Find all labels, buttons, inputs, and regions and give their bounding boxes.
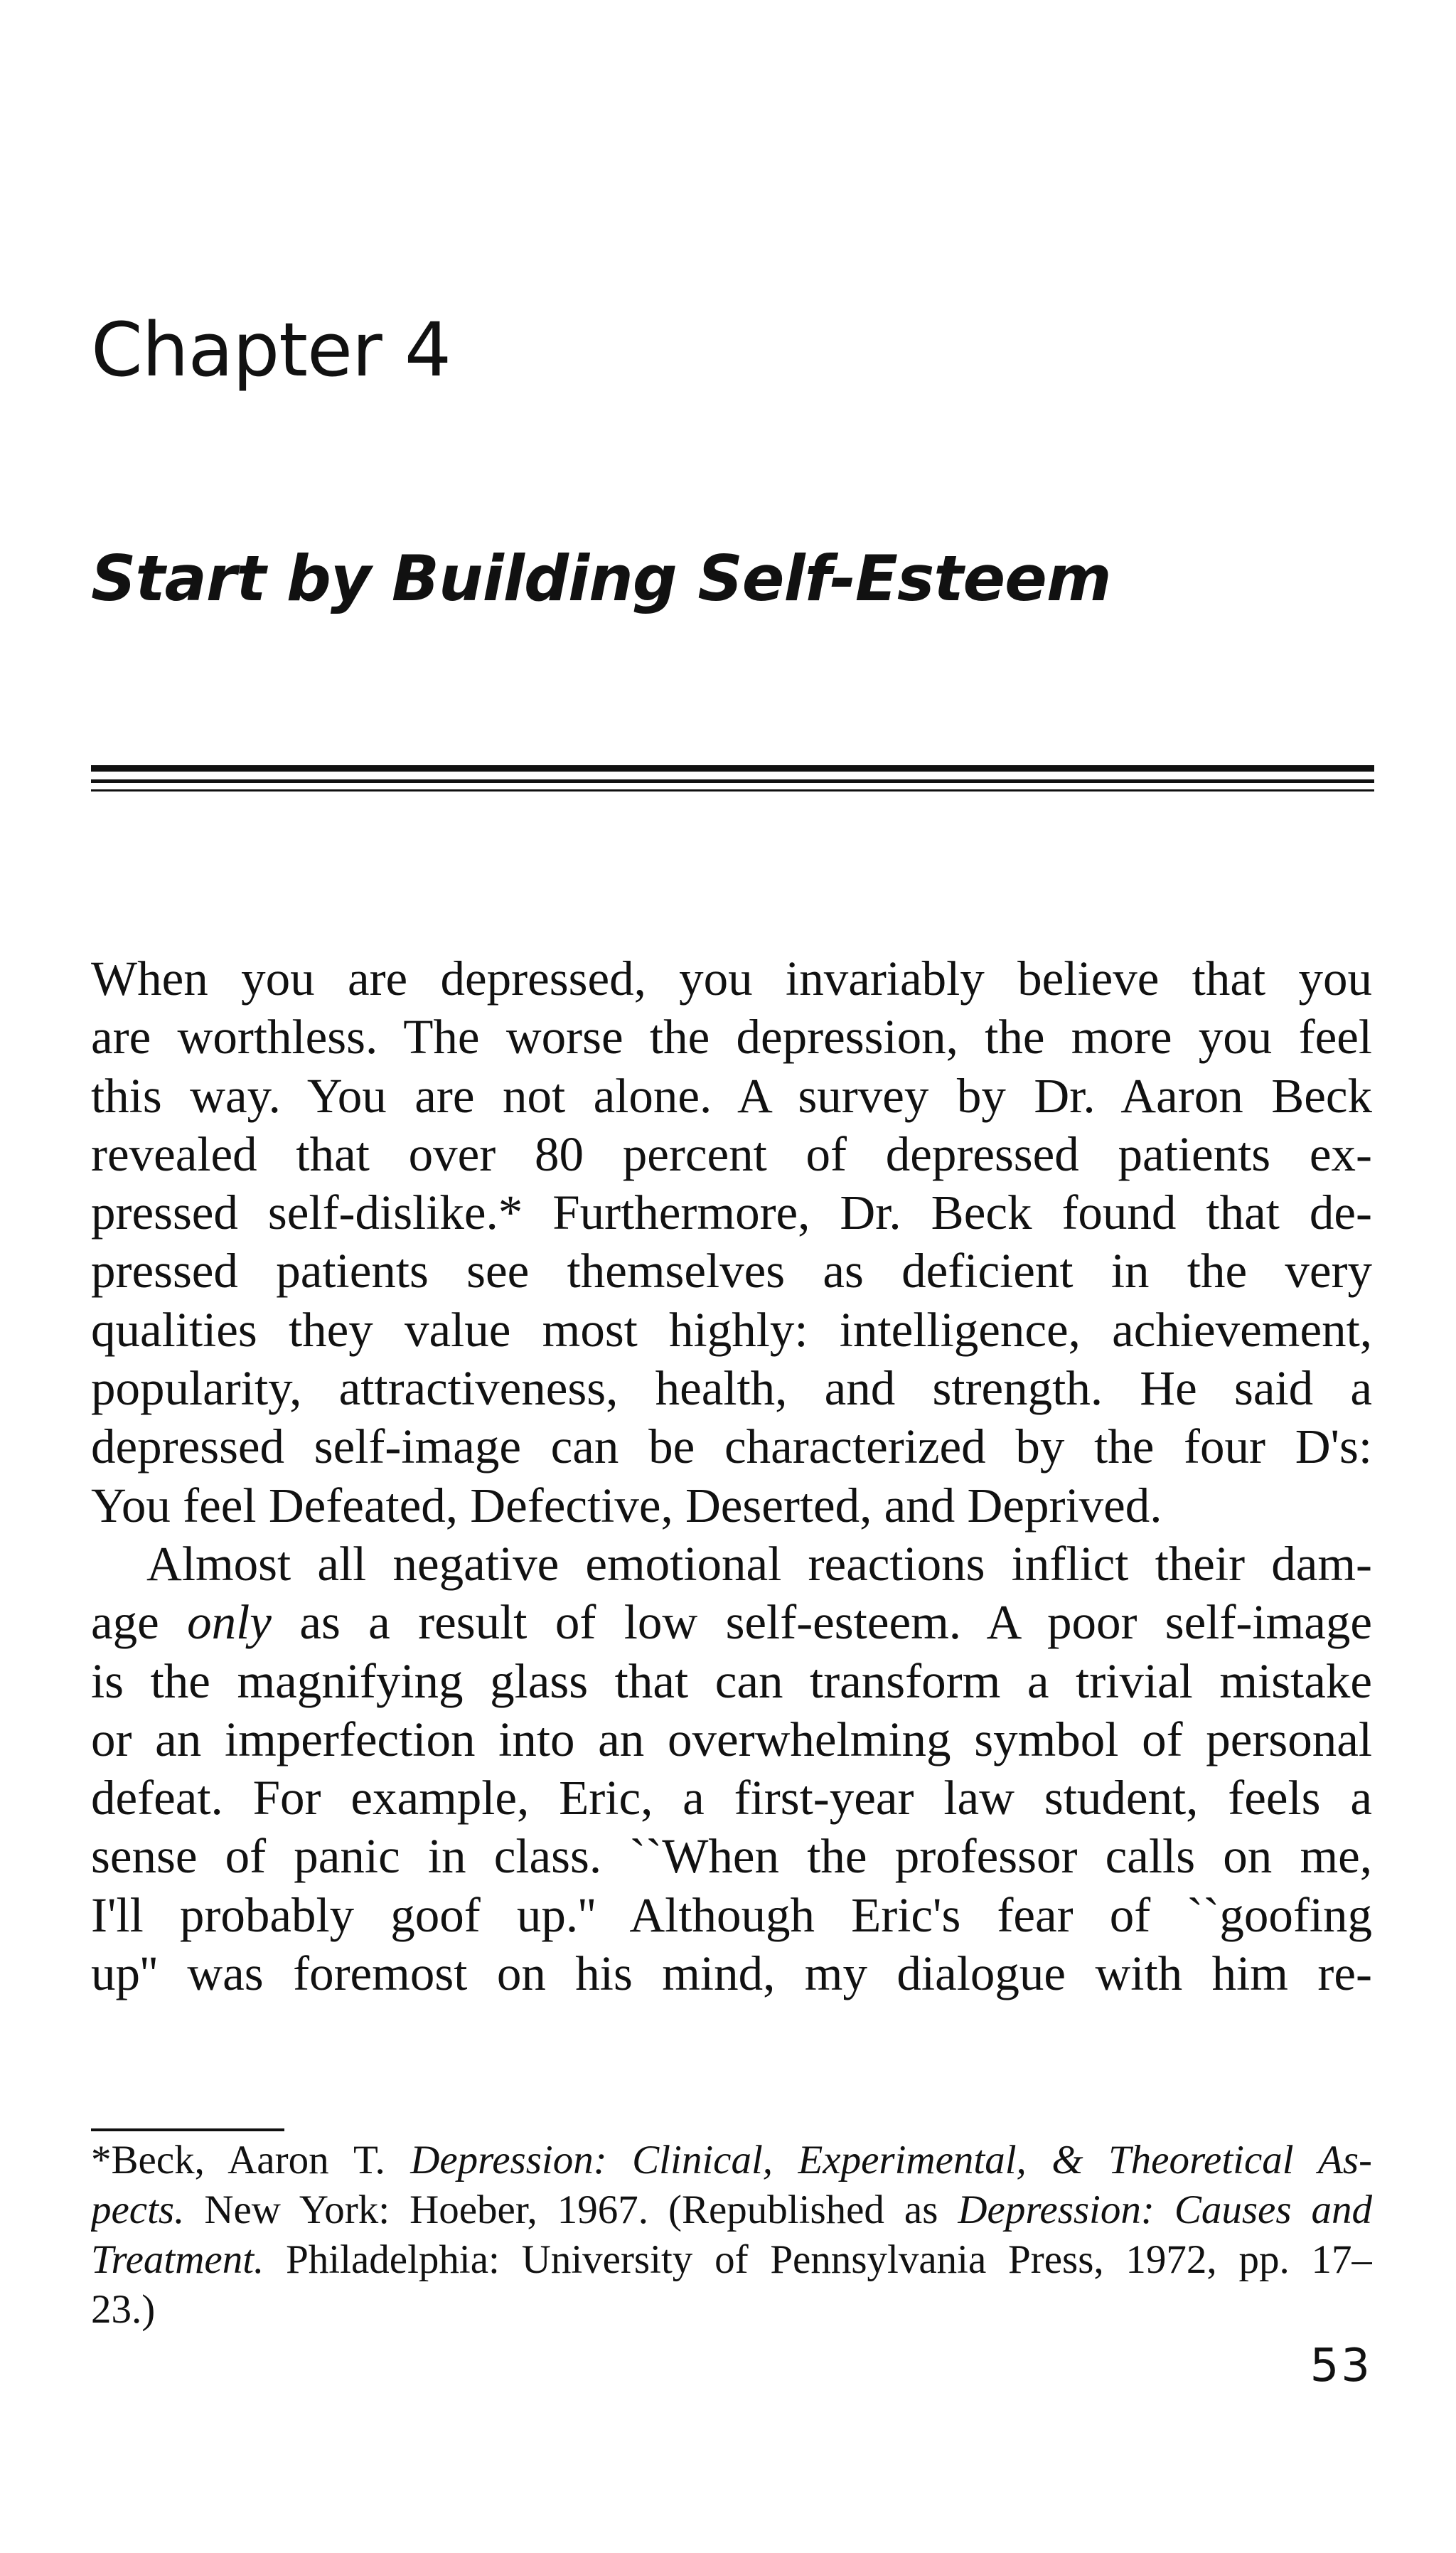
text-line: are worthless. The worse the depression, the more you feel xyxy=(91,1010,1372,1065)
emphasis-text: only xyxy=(187,1595,272,1650)
book-title-text: Treatment. xyxy=(91,2237,264,2282)
footnote-line xyxy=(91,2185,1372,2235)
chapter-label: Chapter 4 xyxy=(91,307,451,393)
page-number: 53 xyxy=(1310,2340,1372,2392)
title-rule-thin xyxy=(91,789,1374,792)
body-text xyxy=(91,949,1372,2003)
book-title-text: Depression: Clinical, Experimental, & Theoretical As- xyxy=(410,2138,1372,2182)
footnote xyxy=(91,2136,1372,2335)
footnote-rule xyxy=(91,2128,284,2131)
text-line: up'' was foremost on his mind, my dialogue with him re- xyxy=(91,1946,1372,2001)
text-run: as a result of low self-esteem. A poor self-image xyxy=(271,1595,1372,1650)
text-run: age xyxy=(91,1595,188,1650)
text-run: New York: Hoeber, 1967. (Republished as xyxy=(184,2187,958,2232)
text-line xyxy=(91,1593,1372,1651)
text-line: revealed that over 80 percent of depressed patients ex- xyxy=(91,1126,1372,1181)
book-title-text: pects. xyxy=(91,2187,185,2232)
text-line: is the magnifying glass that can transform a trivial mistake xyxy=(91,1653,1372,1708)
text-line: pressed self-dislike.* Furthermore, Dr. Beck found that de- xyxy=(91,1185,1372,1240)
title-rule-thick xyxy=(91,765,1374,772)
footnote-line: 23.) xyxy=(91,2287,156,2332)
text-line: pressed patients see themselves as deficient in the very xyxy=(91,1244,1372,1299)
chapter-title: Start by Building Self-Esteem xyxy=(91,542,1111,615)
text-line: this way. You are not alone. A survey by Dr. Aaron Beck xyxy=(91,1068,1372,1123)
text-line: I'll probably goof up.'' Although Eric's fear of ``goofing xyxy=(91,1887,1372,1942)
text-line: qualities they value most highly: intelligence, achievement, xyxy=(91,1302,1372,1357)
title-rule-medium xyxy=(91,779,1374,783)
footnote-line xyxy=(91,2235,1372,2285)
text-line: popularity, attractiveness, health, and strength. He said a xyxy=(91,1361,1372,1416)
text-line: Almost all negative emotional reactions inflict their dam- xyxy=(146,1536,1372,1591)
text-line: sense of panic in class. ``When the professor calls on me, xyxy=(91,1829,1372,1884)
paragraph-2 xyxy=(91,1535,1372,2003)
text-run: Philadelphia: University of Pennsylvania Press, 1972, pp. 17– xyxy=(264,2237,1372,2282)
text-line: or an imperfection into an overwhelming symbol of personal xyxy=(91,1712,1372,1766)
footnote-line xyxy=(91,2136,1372,2185)
text-run: *Beck, Aaron T. xyxy=(91,2138,411,2182)
book-title-text: Depression: Causes and xyxy=(958,2187,1372,2232)
text-line: You feel Defeated, Defective, Deserted, and Deprived. xyxy=(91,1478,1162,1533)
paragraph-1 xyxy=(91,949,1372,1535)
text-line: When you are depressed, you invariably believe that you xyxy=(91,952,1372,1006)
text-line: depressed self-image can be characterized by the four D's: xyxy=(91,1419,1372,1474)
text-line: defeat. For example, Eric, a first-year law student, feels a xyxy=(91,1771,1372,1826)
